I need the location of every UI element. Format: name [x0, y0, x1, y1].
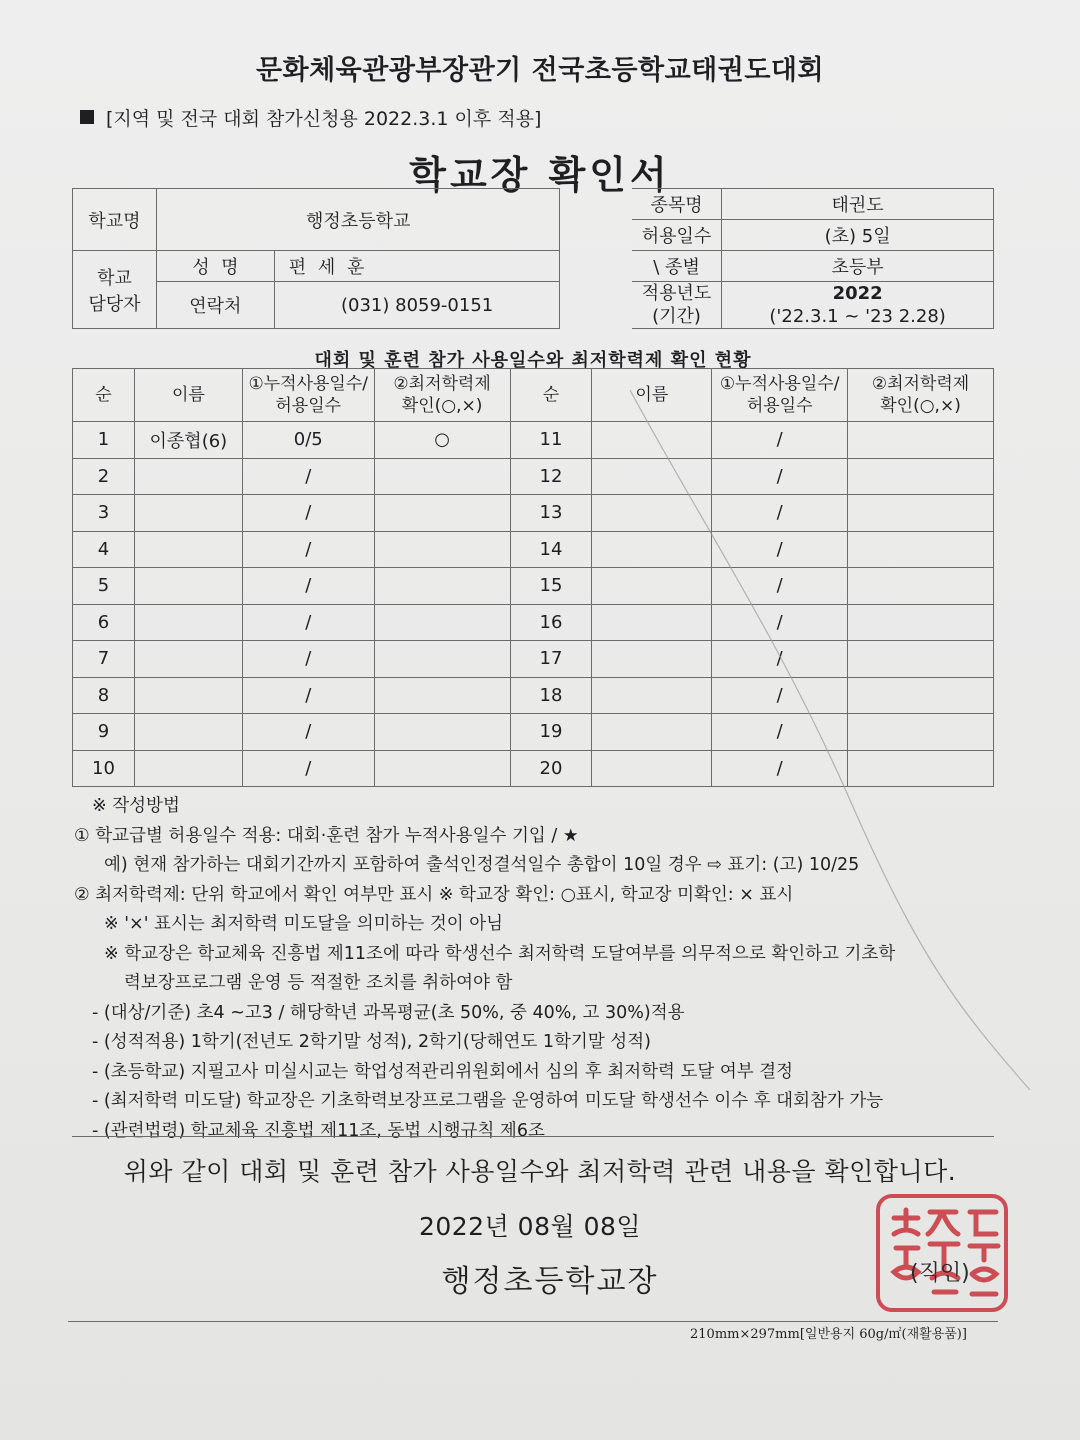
row-min-check: ○ [374, 422, 510, 459]
row-no: 12 [510, 458, 592, 495]
instruction-2-note-b: ※ 학교장은 학교체육 진흥법 제11조에 따라 학생선수 최저학력 도달여부를 의무적으로 확인하고 기초학 [104, 943, 896, 964]
row-min-check [848, 677, 994, 714]
event-value: 태권도 [722, 189, 994, 220]
paper-spec: 210mm×297mm[일반용지 60g/㎡(재활용품)] [690, 1327, 967, 1342]
col-min [374, 369, 510, 422]
row-min-check [374, 495, 510, 532]
col-min-line1: ②최저학력제 [393, 374, 491, 394]
period-range: ('22.3.1 ~ '23 2.28) [769, 306, 946, 327]
row-no: 4 [73, 531, 135, 568]
row-name [134, 458, 242, 495]
col-min-line1: ②최저학력제 [871, 374, 970, 394]
row-name: 이종협(6) [134, 422, 242, 459]
row-days: / [242, 641, 374, 678]
row-days: / [242, 604, 374, 641]
school-seal-stamp [872, 1188, 1012, 1318]
instruction-2-note-a: ※ '×' 표시는 최저학력 미도달을 의미하는 것이 아님 [104, 914, 504, 934]
row-min-check [848, 641, 994, 678]
row-name [592, 495, 712, 532]
row-name [592, 531, 712, 568]
square-bullet-icon [80, 110, 94, 124]
row-no: 7 [73, 641, 135, 678]
person-name-value: 편 세 훈 [274, 251, 560, 282]
row-no: 15 [510, 568, 592, 605]
col-min-line2: 확인(○,×) [880, 396, 961, 416]
allowed-days-label: 허용일수 [632, 220, 722, 251]
row-name [134, 677, 242, 714]
contact-value: (031) 8059-0151 [274, 282, 560, 329]
detail-grades: - (성적적용) 1학기(전년도 2학기말 성적), 2학기(당해연도 1학기말 성적) [92, 1032, 651, 1052]
footer-divider [68, 1321, 998, 1322]
notes-divider [72, 1136, 994, 1137]
document-title: 학교장 확인서 [409, 153, 671, 197]
row-name [592, 750, 712, 787]
row-name [592, 568, 712, 605]
row-min-check [848, 531, 994, 568]
instruction-1: ① 학교급별 허용일수 적용: 대회·훈련 참가 누적사용일수 기입 / ★ [74, 825, 579, 846]
row-no: 19 [510, 714, 592, 751]
row-days: / [242, 458, 374, 495]
col-days-line2: 허용일수 [275, 396, 342, 416]
col-days [242, 369, 374, 422]
col-days [712, 369, 848, 422]
row-days: / [712, 568, 848, 605]
row-no: 13 [510, 495, 592, 532]
row-min-check [374, 458, 510, 495]
row-days: / [712, 677, 848, 714]
table-row [73, 422, 994, 459]
col-min-line2: 확인(○,×) [401, 396, 483, 416]
application-scope [80, 104, 541, 131]
detail-below-minimum: - (최저학력 미도달) 학교장은 기초학력보장프로그램을 운영하여 미도달 학생선수 이수 후 대회참가 가능 [92, 1091, 884, 1111]
period-year: 2022 [832, 283, 883, 304]
school-info-table [72, 188, 994, 329]
period-label [632, 282, 722, 329]
row-min-check [374, 714, 510, 751]
division-value: 초등부 [722, 251, 994, 282]
row-name [592, 422, 712, 459]
instruction-1-example: 예) 현재 참가하는 대회기간까지 포함하여 출석인정결석일수 총합이 10일 경우 ⇨ 표기: (고) 10/25 [104, 855, 860, 875]
instructions-heading: ※ 작성방법 [92, 796, 180, 816]
period-value [722, 282, 994, 329]
row-name [592, 677, 712, 714]
table-row [73, 604, 994, 641]
application-scope-text: [지역 및 전국 대회 참가신청용 2022.3.1 이후 적용] [106, 108, 542, 130]
col-name: 이름 [134, 369, 242, 422]
seal-note: (직인) [910, 1261, 970, 1286]
row-no: 10 [73, 750, 135, 787]
row-no: 11 [510, 422, 592, 459]
school-name-value: 행정초등학교 [156, 189, 560, 251]
row-min-check [374, 531, 510, 568]
table-row [73, 677, 994, 714]
col-no: 순 [73, 369, 135, 422]
row-name [592, 641, 712, 678]
table-header-row [73, 369, 994, 422]
col-name: 이름 [592, 369, 712, 422]
table-row [73, 641, 994, 678]
table-row [73, 750, 994, 787]
row-min-check [374, 750, 510, 787]
row-days: / [712, 458, 848, 495]
detail-target: - (대상/기준) 초4 ~고3 / 해당학년 과목평균(초 50%, 중 40%, 고 30%)적용 [92, 1002, 685, 1023]
person-name-label: 성 명 [156, 251, 274, 282]
row-min-check [848, 458, 994, 495]
confirmation-statement: 위와 같이 대회 및 훈련 참가 사용일수와 최저학력 관련 내용을 확인합니다. [123, 1157, 957, 1186]
row-name [592, 604, 712, 641]
detail-elementary: - (초등학교) 지필고사 미실시교는 학업성적관리위원회에서 심의 후 최저학력 도달 여부 결정 [92, 1061, 794, 1082]
instruction-2: ② 최저학력제: 단위 학교에서 확인 여부만 표시 ※ 학교장 확인: ○표시, 학교장 미확인: × 표시 [74, 884, 794, 905]
manager-label-line1: 학교 [97, 267, 132, 289]
row-min-check [848, 568, 994, 605]
row-no: 9 [73, 714, 135, 751]
row-days: / [712, 422, 848, 459]
section-heading: 대회 및 훈련 참가 사용일수와 최저학력제 확인 현황 [314, 350, 752, 371]
row-no: 18 [510, 677, 592, 714]
row-name [134, 641, 242, 678]
principal-signature-line: 행정초등학교장 [441, 1264, 659, 1299]
row-min-check [848, 750, 994, 787]
row-min-check [848, 714, 994, 751]
row-name [134, 750, 242, 787]
row-min-check [848, 422, 994, 459]
row-no: 6 [73, 604, 135, 641]
school-name-label: 학교명 [73, 189, 157, 251]
contact-label: 연락처 [156, 282, 274, 329]
col-min [848, 369, 994, 422]
table-row [73, 568, 994, 605]
row-days: / [242, 495, 374, 532]
row-no: 17 [510, 641, 592, 678]
row-days: / [242, 714, 374, 751]
allowed-days-value: (초) 5일 [722, 220, 994, 251]
row-days: / [712, 750, 848, 787]
row-name [134, 495, 242, 532]
info-gap [560, 189, 632, 329]
table-row [73, 531, 994, 568]
table-row [73, 495, 994, 532]
row-min-check [374, 641, 510, 678]
instructions [74, 792, 1004, 1146]
row-days: 0/5 [242, 422, 374, 459]
row-name [134, 531, 242, 568]
row-days: / [242, 568, 374, 605]
row-days: / [712, 495, 848, 532]
event-label: 종목명 [632, 189, 722, 220]
row-days: / [242, 677, 374, 714]
row-name [134, 714, 242, 751]
row-days: / [712, 604, 848, 641]
instruction-2-note-b-cont: 력보장프로그램 운영 등 적절한 조치를 취하여야 함 [124, 973, 513, 993]
period-label-line1: 적용년도 [641, 283, 712, 304]
issue-date: 2022년 08월 08일 [418, 1212, 642, 1241]
row-days: / [712, 531, 848, 568]
row-no: 8 [73, 677, 135, 714]
row-days: / [712, 714, 848, 751]
row-days: / [242, 750, 374, 787]
col-days-line1: ①누적사용일수/ [719, 374, 840, 394]
row-min-check [848, 604, 994, 641]
row-no: 16 [510, 604, 592, 641]
row-name [134, 568, 242, 605]
row-name [592, 714, 712, 751]
manager-label-line2: 담당자 [88, 293, 141, 315]
period-label-line2: (기간) [652, 306, 701, 327]
division-label: \ 종별 [632, 251, 722, 282]
row-days: / [242, 531, 374, 568]
row-no: 2 [73, 458, 135, 495]
participant-table [72, 368, 994, 787]
row-no: 5 [73, 568, 135, 605]
row-min-check [374, 568, 510, 605]
row-min-check [374, 677, 510, 714]
detail-laws: - (관련법령) 학교체육 진흥법 제11조, 동법 시행규칙 제6조 [92, 1120, 545, 1141]
row-no: 14 [510, 531, 592, 568]
col-days-line2: 허용일수 [746, 396, 813, 416]
row-name [592, 458, 712, 495]
table-row [73, 458, 994, 495]
col-days-line1: ①누적사용일수/ [248, 374, 368, 394]
row-days: / [712, 641, 848, 678]
row-no: 3 [73, 495, 135, 532]
col-no: 순 [510, 369, 592, 422]
row-no: 1 [73, 422, 135, 459]
row-min-check [848, 495, 994, 532]
table-row [73, 714, 994, 751]
row-name [134, 604, 242, 641]
row-min-check [374, 604, 510, 641]
competition-title: 문화체육관광부장관기 전국초등학교태권도대회 [255, 55, 825, 86]
row-no: 20 [510, 750, 592, 787]
manager-label [73, 251, 157, 329]
